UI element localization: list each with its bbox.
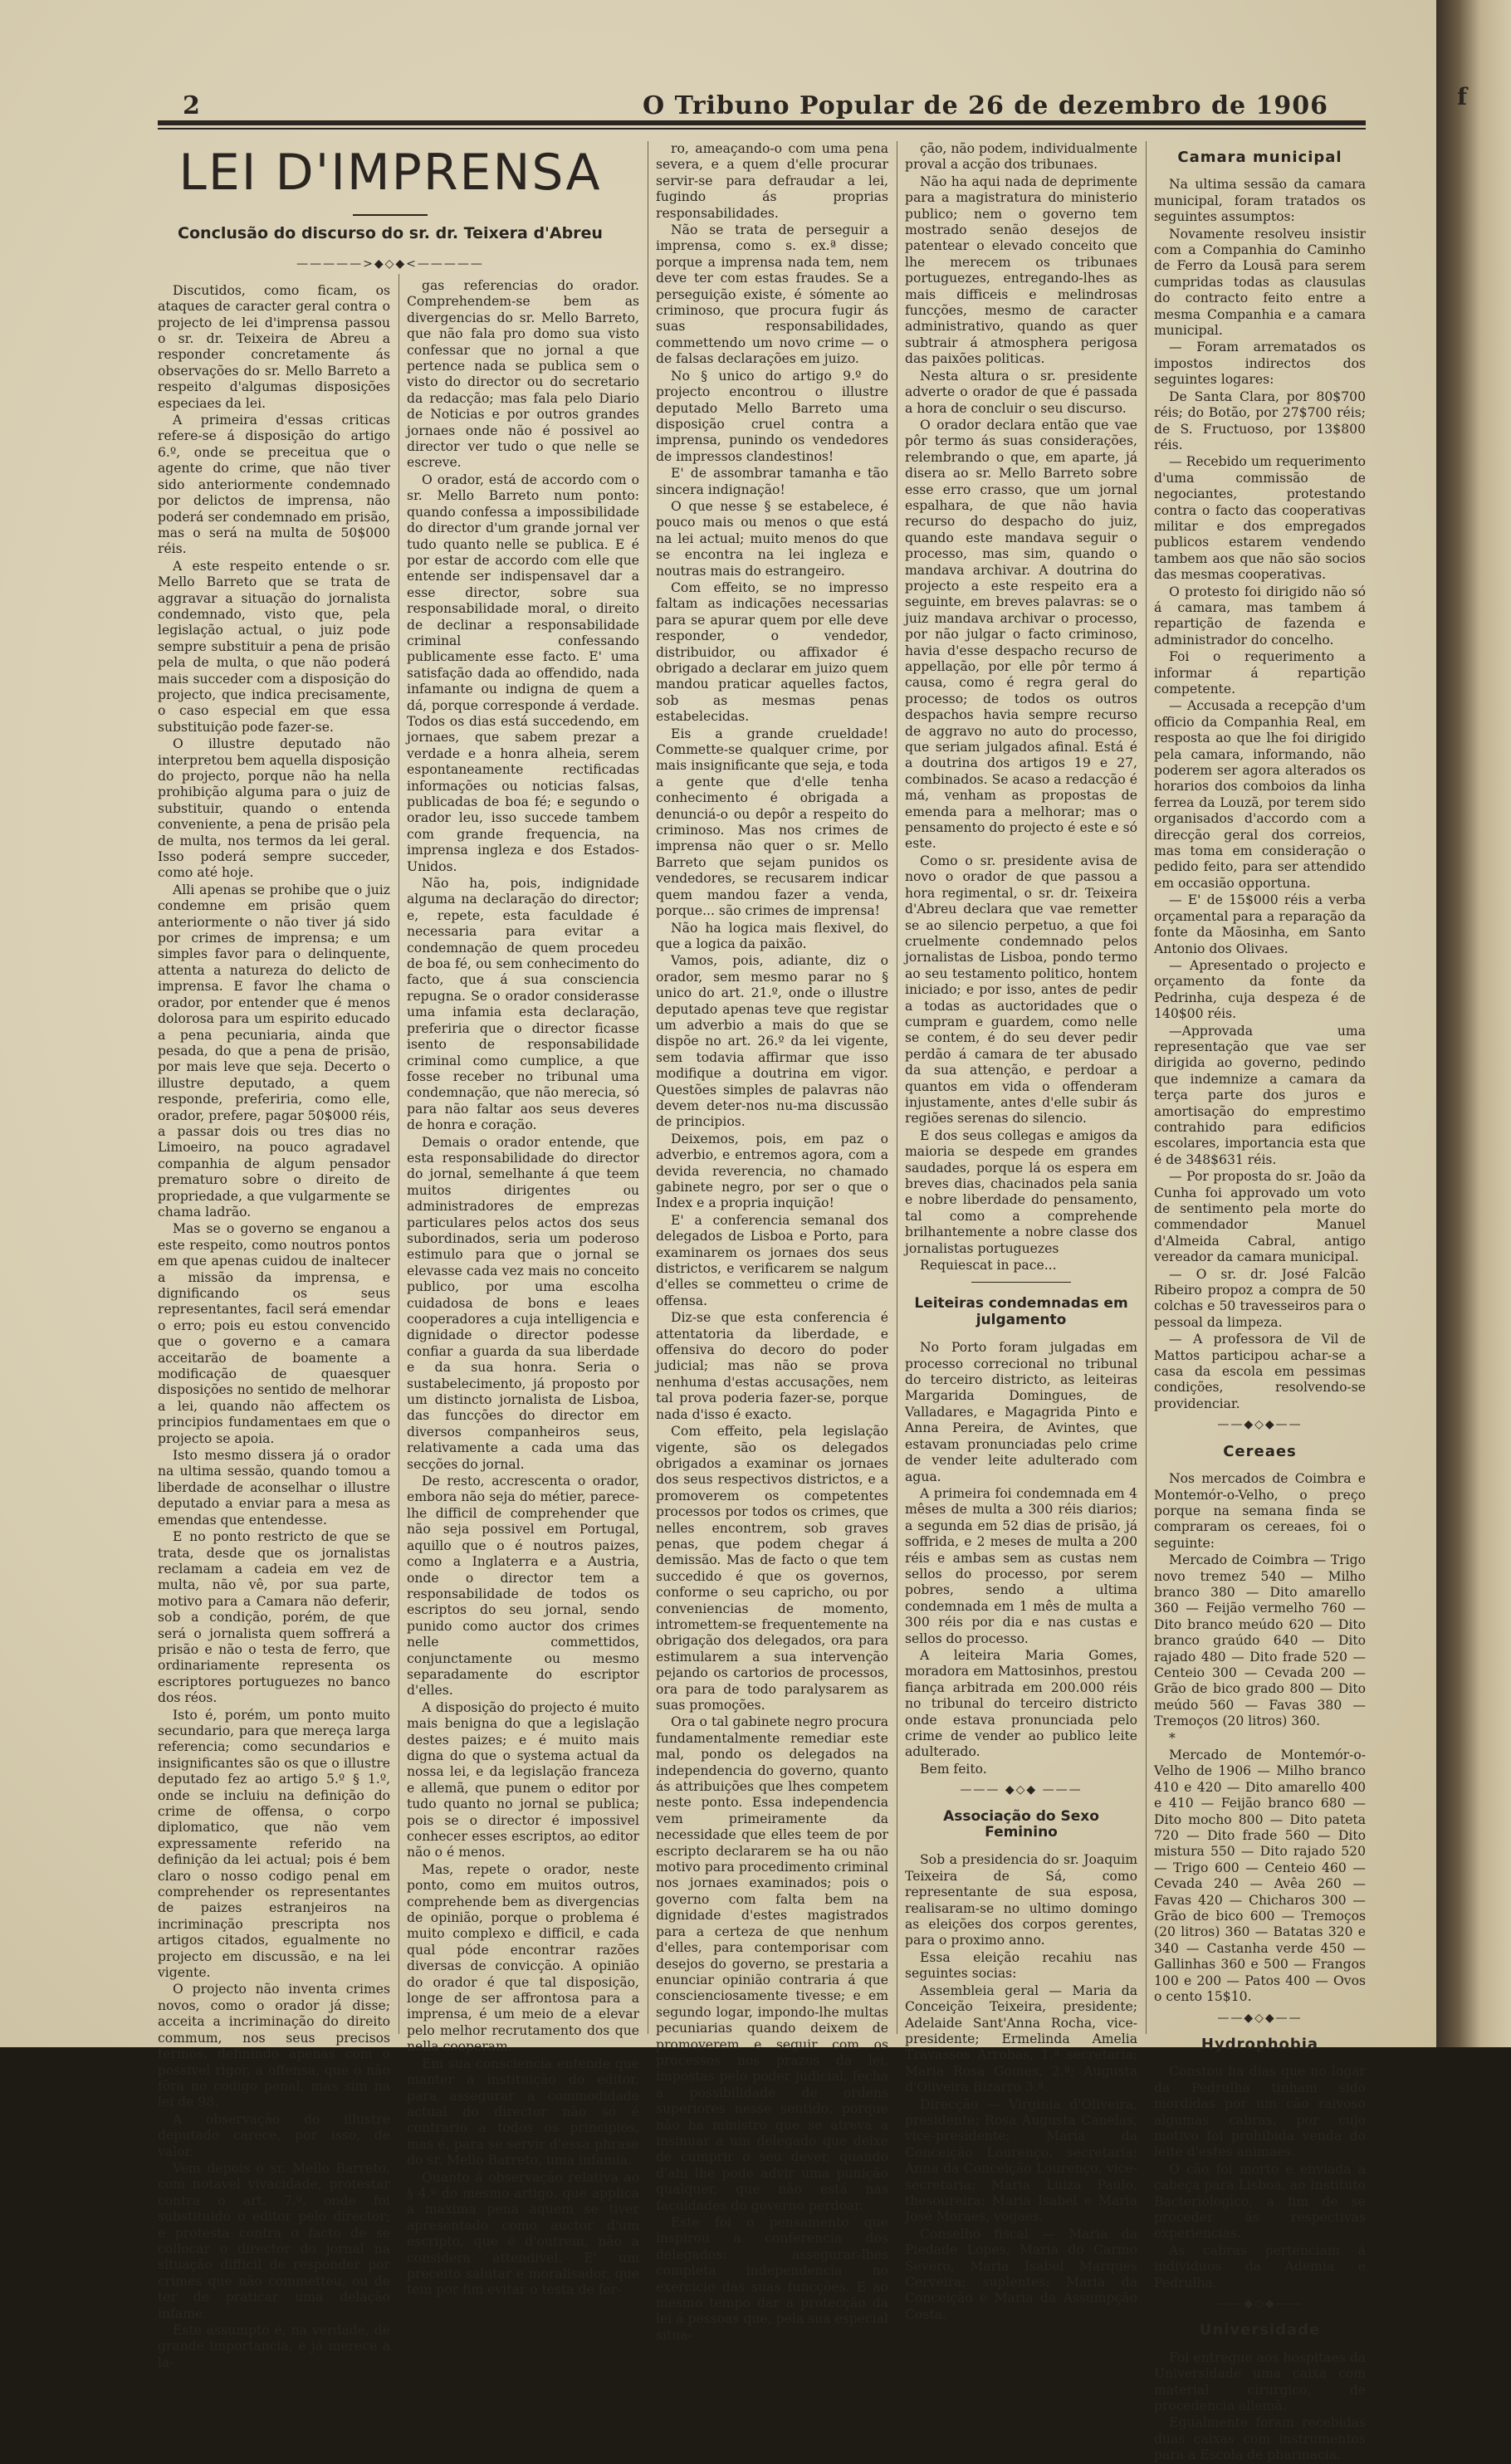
paragraph: Mas, repete o orador, neste ponto, como em muitos outros, comprehende bem as divergencias de opinião, porque o problema é muito complexo e difficil, e cada qual póde encontrar razões diversas de convicção. A opinião do orador é que tal disposição, longe de ser affrontosa para a imprensa, é um meio de a elevar pelo melhor recrutamento dos que nella cooperam. [407,1861,639,2055]
article2-body [905,1340,1137,1777]
running-title: O Tribuno Popular de 26 de dezembro de 1906 [643,91,1328,120]
paragraph: ro, ameaçando-o com uma pena severa, e a quem d'elle procurar servir-se para defraudar a lei, fugindo ás proprias responsabilidades. [656,141,888,221]
ornament-divider: —————>◆◇◆<————— [296,257,484,271]
paragraph: O cão foi morto e enviada a cabeça para Lisboa, ao Instituto Bacteriologico, a fim de se proceder ás respectivas experiencias. [1154,2161,1366,2242]
article1-col1-body [158,283,390,2371]
column-separator [1146,141,1147,2034]
paragraph: O que nesse § se estabelece, é pouco mais ou menos o que está na lei actual; muito menos do que se encontra na lei ingleza e noutras mais do estrangeiro. [656,498,888,579]
paragraph: Este assumpto é, na verdade, de grande importancia, e já merece a la- [158,2323,390,2370]
ornament-divider: ——◆◇◆—— [1217,1418,1303,1432]
column-3 [656,141,888,2343]
paragraph: — Accusada a recepção d'um officio da Companhia Real, em resposta ao que lhe foi dirigido pela camara, informando, não poderem ser agora alterados os horarios dos comboios da linha ferrea da Louzã, por terem sido organisados d'accordo com a direcção geral dos correios, mas toma em consideração o pedido feito, para ser attendido em occasião opportuna. [1154,698,1366,891]
paragraph: ção, não podem, individualmente proval a acção dos tribunaes. [905,141,1137,173]
ornament-divider: ——◆◇◆—— [1217,2011,1303,2025]
end-rule [971,1282,1071,1283]
article-title-leiteiras: Leiteiras condemnadas em julgamento [914,1295,1128,1328]
article4-body [1154,177,1366,1412]
paragraph: Novamente resolveu insistir com a Companhia do Caminho de Ferro da Lousã para serem cumpridas todas as clausulas do contracto feito entre a mesma Companhia e a camara municipal. [1154,226,1366,339]
paragraph: Nos mercados de Coimbra e Montemór-o-Velho, o preço porque na semana finda se compraram os cereaes, foi o seguinte: [1154,1471,1366,1551]
edge-glyph: f [1457,83,1468,110]
page-header [158,91,1362,121]
paragraph: Mercado de Montemór-o-Velho de 1906 — Milho branco 410 e 420 — Dito amarello 400 e 410 — Feijão branco 680 — Dito mocho 800 — Dito pateta 720 — Dito frade 560 — Dito mistura 550 — Dito rajado 520 — Trigo 600 — Centeio 460 — Cevada 240 — Avêa 260 — Favas 420 — Chicharos 300 — Grão de bico 600 — Tremoços (20 litros) 360 — Batatas 320 e 340 — Castanha verde 450 — Gallinhas 360 e 500 — Frangos 100 e 200 — Patos 400 — Ovos o cento 15$10. [1154,1748,1366,2005]
paragraph: Mercado de Coimbra — Trigo novo tremez 540 — Milho branco 380 — Dito amarello 360 — Feijão vermelho 760 — Dito branco meúdo 620 — Dito branco graúdo 640 — Dito rajado 480 — Dito frade 520 — Centeio 300 — Cevada 200 — Grão de bico grado 800 — Dito meúdo 560 — Favas 380 — Tremoços (20 litros) 360. [1154,1552,1366,1729]
paragraph: Não ha aqui nada de deprimente para a magistratura do ministerio publico; nem o governo tem mostrado senão desejos de patentear o elevado conceito que lhe merecem os tribunaes portuguezes, entregando-lhes as mais difficeis e melindrosas funcções, mesmo de caracter administrativo, quando as quer subtrair á atmosphera perigosa das paixões politicas. [905,174,1137,367]
article6-body [1154,2064,1366,2291]
paragraph: A primeira foi condemnada em 4 mêses de multa a 300 réis diarios; a segunda em 52 dias de prisão, já soffrida, e 2 meses de multa a 200 réis e ambas sem as custas nem sellos do processo, por serem pobres, sendo a ultima condemnada em 1 mês de multa a 300 réis por dia e nas custas e sellos do processo. [905,1485,1137,1646]
paragraph: E' a conferencia semanal dos delegados de Lisboa e Porto, para examinarem os jornaes dos seus districtos, e verificarem se nalgum d'elles se commetteu o crime de offensa. [656,1212,888,1308]
paragraph: As cabras pertenciam á individuos da Ademia e Pedrulha. [1154,2242,1366,2290]
paragraph: Ora o tal gabinete negro procura fundamentalmente remediar este mal, pondo os delegados na independencia do governo, quanto ás attribuições que lhes competem neste ponto. Essa independencia vem primeiramente da necessidade que elles teem de por escripto declararem se ha ou não motivo para procedimento criminal nos jornaes examinados; pois o governo com falta bem na dignidade d'estes magistrados para a certeza de que nenhum d'elles, para contemporisar com desejos do governo, se prestaria a enunciar opinião contraria á que conscienciosamente tivesse; e em segundo logar, impondo-lhe multas pecuniarias quando deixem de promoverem e seguir com os processos nos prazos da lei, impostas pelo poder judicial, fecha a possibilidade de ordens superiores nesse sentido, porque não ha ministro que se atreva a insinuar a um delegado que deixe de cumprir o seu dever, quando d'ahi lhe pode advir uma punição qualquer, que não está nas faculdades do governo perdoar. [656,1714,888,2213]
article1-col2-body [407,278,639,2299]
paragraph: Sob a presidencia do sr. Joaquim Teixeira de Sá, como representante de sua esposa, realisaram-se no ultimo domingo as eleições dos corpos gerentes, para o proximo anno. [905,1852,1137,1948]
paragraph: Como o sr. presidente avisa de novo o orador de que passou a hora regimental, o sr. dr. Teixeira d'Abreu declara que vae remetter se ao silencio perpetuo, a que foi cruelmente condemnado pelos jornalistas de Lisboa, pondo termo ao seu testamento politico, hontem iniciado; e por isso, antes de pedir a todas as auctoridades que o cumpram e guardem, como nelle se contem, é do seu dever pedir perdão á camara de ter abusado da sua attenção, e perdoar a quantos em vida o offenderam injustamente, antes d'elle subir ás regiões serenas do silencio. [905,853,1137,1127]
title-rule [353,214,428,216]
paragraph: Quanto á observação relativa ao § 4.º do mesmo artigo, que applica a maxima pena aquem se tiver apresentado como auctor d'um escripto, que é d'outrem, não a considera attendivel. E' um preceito salutar e moralisador, que tem por fim evitar o testa de fer- [407,2169,639,2298]
paragraph: * [1169,1730,1176,1746]
paragraph: Requiescat in pace... [920,1258,1057,1274]
paragraph: gas referencias do orador. Comprehendem-se bem as divergencias do sr. Mello Barreto, que não fala pro domo sua visto confessar que no jornal a que pertence nada se publica sem o visto do director ou do secretario da redacção; mas fala pelo Diario de Noticias e por outros grandes jornaes onde não é possivel ao director ver tudo o que nelle se escreve. [407,278,639,471]
article3-body [905,1852,1137,2323]
article5-body [1154,1471,1366,2005]
paragraph: O orador declara então que vae pôr termo ás suas considerações, relembrando o que, em aparte, já disera ao sr. Mello Barreto sobre esse erro crasso, que um jornal espalhara, de que não havia recurso do despacho do juiz, quando este mandava seguir o processo, mas sim, quando o mandava archivar. A doutrina do projecto a este respeito era a seguinte, em breves palavras: se o juiz mandava archivar o processo, por não julgar o facto criminoso, havia d'esse despacho recurso de appellação, por elle pôr termo á causa, como é regra geral do processo; de todos os outros despachos havia sempre recurso de aggravo no auto do processo, que seriam julgados afinal. Está é a doutrina dos artigos 19 e 27, combinados. Se acaso a redacção é má, venham as propostas de emenda para a melhorar; mas o pensamento do projecto é este e só este. [905,417,1137,852]
article-title-cereaes: Cereaes [1223,1442,1297,1460]
paragraph: Discutidos, como ficam, os ataques de caracter geral contra o projecto de lei d'imprensa passou o sr. dr. Teixeira de Abreu a responder concretamente ás observações do sr. Mello Barreto a respeito d'algumas disposições especiaes da lei. [158,282,390,411]
paragraph: Isto mesmo dissera já o orador na ultima sessão, quando tomou a liberdade de aconselhar o illustre deputado a enviar para a mesa as emendas que entendesse. [158,1448,390,1528]
paragraph: Com effeito, pela legislação vigente, são os delegados obrigados a examinar os jornaes dos seus respectivos districtos, e a promoverem os competentes processos por todos os crimes, que nelles encontrem, sob graves penas, que podem chegar á demissão. Mas de facto o que tem succedido é que os governos, conforme o seu capricho, ou por conveniencias de momento, intromettem-se frequentemente na obrigação dos delegados, ora para estimularem a sua intervenção pejando os cartorios de processos, ora para de todo paralysarem as suas promoções. [656,1424,888,1713]
paragraph: No § unico do artigo 9.º do projecto encontrou o illustre deputado Mello Barreto uma disposição cruel contra a imprensa, punindo os vendedores de impressos clandestinos! [656,368,888,464]
paragraph: Não se trata de perseguir a imprensa, como s. ex.ª disse; porque a imprensa nada tem, nem deve ter com estas fraudes. Se a perseguição existe, é sómente ao criminoso, que procura fugir ás suas responsabilidades, commettendo um novo crime — o de falsas declarações em juizo. [656,222,888,367]
paragraph: Conselho fiscal — Maria da Piedade Lopes, Maria do Carmo Severo, Maria Isabel Marques Cerveira; suplentes: Maria da Conceição e Maria da Assumpção Costa. [905,2226,1137,2322]
paragraph: Foi o requerimento a informar á repartição competente. [1154,649,1366,697]
paragraph: Eis a grande crueldade! Commette-se qualquer crime, por mais insignificante que seja, e toda a gente que d'elle tenha conhecimento é obrigada a denunciá-o ou depôr a respeito do criminoso. Mas nos crimes de imprensa não quer o sr. Mello Barreto que sejam punidos os vendedores, se recusarem indicar quem mandou fazer a venda, porque... são crimes de imprensa! [656,726,888,919]
paragraph: Demais o orador entende, que esta responsabilidade do director do jornal, semelhante á que teem muitos dirigentes ou administradores de emprezas particulares pelos actos dos seus subordinados, seria um poderoso estimulo para que o jornal se elevasse cada vez mais no conceito publico, por uma escolha cuidadosa de bons e leaes cooperadores a cuja intelligencia e dignidade o director podesse confiar a guarda da sua liberdade e da sua honra. Seria o sustabelecimento, já proposto por um distincto jornalista de Lisboa, das funcções do director em diversos companheiros seus, relativamente a cada uma das secções do jornal. [407,1134,639,1472]
paragraph: Deixemos, pois, em paz o adverbio, e entremos agora, com a devida reverencia, no chamado gabinete negro, por ser o que o Index e a propria inquição! [656,1131,888,1211]
paragraph: O projecto não inventa crimes novos, como o orador já disse; acceita a incriminação do direito commum, nos seus precisos termos, definindo apenas com o possivel rigor, a offensa, que o não fôra no codigo penal, mas sim na lei de 98. [158,1982,390,2110]
paragraph: No Porto foram julgadas em processo correcional no tribunal do terceiro districto, as leiteiras Margarida Domingues, de Valladares, e Magagrida Pinto e Anna Pereira, de Avintes, que estavam pronunciadas pelo crime de vender leite adulterado com agua. [905,1340,1137,1484]
paragraph: Bem feito. [920,1761,987,1777]
paragraph: Mas se o governo se enganou a este respeito, como noutros pontos em que apenas cuidou de inaltecer a missão da imprensa, e dignificando os seus representantes, facil será emendar o erro; pois eu estou convencido que o governo e a camara acceitarão de boamente a modificação de quaesquer disposições no sentido de melhorar a lei, quando não affectem os principios fundamentaes em que o projecto se apoia. [158,1221,390,1446]
paragraph: — Por proposta do sr. João da Cunha foi approvado um voto de sentimento pela morte do commendador Manuel d'Almeida Cabral, antigo vereador da camara municipal. [1154,1169,1366,1265]
next-page-edge [1436,0,1511,2047]
paragraph: —Approvada uma representação que vae ser dirigida ao governo, pedindo que indemnize a camara da terça parte dos juros e amortisação do emprestimo contrahido para edificios escolares, importancia esta que é de 348$631 réis. [1154,1023,1366,1167]
paragraph: Com effeito, se no impresso faltam as indicações necessarias para se apurar quem por elle deve responder, o vendedor, distribuidor, ou affixador é obrigado a declarar em juizo quem mandou praticar aquelles factos, sob as mesmas penas estabelecidas. [656,579,888,725]
paragraph: O illustre deputado não interpretou bem aquella disposição do projecto, porque não ha nella prohibição alguma para o juiz de substituir, quando o entenda conveniente, a pena de prisão pela de multa, nos termos da lei geral. Isso poderá sempre succeder, como até hoje. [158,736,390,881]
article-title-hydrophobia: Hydrophobia [1200,2035,1319,2053]
ornament-divider: ——— ◆◇◆ ——— [960,1783,1083,1797]
paragraph: De resto, accrescenta o orador, embora não seja do métier, parece-lhe difficil de comprehender que não seja possivel em Portugal, aquillo que o é noutros paizes, como a Inglaterra e a Austria, onde o director tem a responsabilidade de todos os escriptos do seu jornal, sendo punido como auctor dos crimes nelle commettidos, conjunctamente ou mesmo separadamente do escriptor d'elles. [407,1474,639,1699]
article7-body [1154,2350,1366,2464]
paragraph: Este foi o pensamento que inspirou a conferencia dos delegados: assegurar-lhes completa independencia no exercicio das suas funcções. E ao mesmo tempo dar a protecção da lei á pessoas que, pela sua especial situa- [656,2215,888,2343]
paragraph: E dos seus collegas e amigos da maioria se despede em grandes saudades, porque lá os espera em breves dias, chacinados pela sania e nobre liberdade do pensamento, tal como a comprehende brilhantemente a nobre classe dos jornalistas portuguezes [905,1127,1137,1256]
paragraph: O orador, está de accordo com o sr. Mello Barreto num ponto: quando confessa a impossibilidade do director d'um grande jornal ver tudo quanto nelle se publica. E é por estar de accordo com elle que entende ser indispensavel dar a esse director, sobre sua responsabilidade moral, o direito de declinar a responsabilidade criminal confessando publicamente esse facto. E' uma satisfação dada ao offendido, nada infamante ou indigna de quem a dá, porque corresponde á verdade. Todos os dias está succedendo, em jornaes, que sabem prezar a verdade e a honra alheia, serem espontaneamente rectificadas informações ou noticias falsas, publicadas de boa fé; e segundo o orador leu, isso succede tambem com grande frequencia, na imprensa ingleza e dos Estados-Unidos. [407,472,639,874]
paragraph: A leiteira Maria Gomes, moradora em Mattosinhos, prestou fiança arbitrada em 200.000 réis no tribunal do terceiro districto onde estava pronunciada pelo crime de vender ao publico leite adulterado. [905,1647,1137,1760]
paragraph: A primeira d'essas criticas refere-se á disposição do artigo 6.º, onde se preceitua que o agente do crime, que não tiver sido anteriormente condemnado por delictos de imprensa, não poderá ser condemnado em prisão, mas o será na multa de 50$000 réis. [158,413,390,557]
paragraph: Não ha, pois, indignidade alguma na declaração do director; e, repete, esta faculdade é necessaria para evitar a condemnação de quem procedeu de boa fé, ou sem conhecimento do facto, que á sua consciencia repugna. Se o orador considerasse uma infamia esta declaração, preferiria que o director ficasse isento de responsabilidade criminal como cumplice, a que fosse receber no tribunal uma condemnação, que não merecia, só para não faltar aos seus deveres de honra e coração. [407,876,639,1133]
paragraph: — E' de 15$000 réis a verba orçamental para a reparação da fonte da Mãosinha, em Santo Antonio dos Olivaes. [1154,892,1366,956]
paragraph: Essa eleição recahiu nas seguintes socias: [905,1949,1137,1982]
paragraph: Alli apenas se prohibe que o juiz condemne em prisão quem anteriormente o não tiver já sido por crimes de imprensa; e um simples favor para o delinquente, attenta a natureza do delicto de imprensa. E favor lhe chama o orador, por entender que é menos dolorosa para um espirito educado a pena pecuniaria, ainda que pesada, do que a pena de prisão, por mais leve que seja. Decerto o illustre deputado, a quem responde, preferiria, como elle, orador, prefere, pagar 50$000 réis, a passar dois ou tres dias no Limoeiro, na pouco agradavel companhia de algum pensador prematuro sobre o direito de propriedade, a que vulgarmente se chama ladrão. [158,882,390,1220]
article-title-camara: Camara municipal [1177,149,1342,166]
paragraph: — A professora de Vil de Mattos participou achar-se a casa da escola em pessimas condições, resolvendo-se providenciar. [1154,1332,1366,1411]
column-5 [1154,141,1366,2463]
paragraph: A este respeito entende o sr. Mello Barreto que se trata de aggravar a situação do jornalista condemnado, visto que, pela legislação actual, o juiz pode sempre substituir a pena de prisão pela de multa, o que não poderá mais succeder com a disposição do projecto, que indica precisamente, o caso especial em que essa substituição pode fazer-se. [158,558,390,735]
paragraph: — Foram arrematados os impostos indirectos dos seguintes logares: [1154,340,1366,388]
paragraph: Egualmente foram recebidas duas caixas com instrumentos para a Escola de pharmacia. [1154,2415,1366,2463]
article-title-lei-imprensa: LEI D'IMPRENSA [178,144,602,202]
column-2 [407,278,639,2298]
paragraph: E' de assombrar tamanha e tão sincera indignação! [656,466,888,497]
paragraph: Assembleia geral — Maria da Conceição Teixeira, presidente; Adelaide Sant'Anna Rocha, vice-presidente; Ermelinda Amelia Travassos Arrobas, 1.ª secretaria; Maria Rosa Gomes, 2.ª; Augusta d'Oliveira Bizarro 3.ª. [905,1982,1137,2095]
article1-col3-body [656,141,888,2344]
paragraph: Na ultima sessão da camara municipal, foram tratados os seguintes assumptos: [1154,177,1366,225]
header-rule-thin [158,128,1366,130]
page-number: 2 [183,91,200,120]
paragraph: Foi entregue aos hospitaes da Universidade uma caixa com material cirurgico, de procedencia allemã. [1154,2349,1366,2414]
column-4 [905,141,1137,2322]
paragraph: Vamos, pois, adiante, diz o orador, sem mesmo parar no § unico do art. 21.º, onde o illustre deputado apenas teve que registar um adverbio a mais do que se dispõe no art. 26.º da lei vigente, sem todavia affirmar que isso modifique a doutrina em vigor. Questões simples de palavras não devem deter-nos nu-ma discussão de principios. [656,953,888,1130]
paragraph: O protesto foi dirigido não só á camara, mas tambem á repartição de fazenda e administrador do concelho. [1154,584,1366,648]
paragraph: — O sr. dr. José Falcão Ribeiro propoz a compra de 50 colchas e 50 travesseiros para o pessoal da limpeza. [1154,1266,1366,1330]
article-subtitle: Conclusão do discurso do sr. dr. Teixera d'Abreu [178,224,603,242]
paragraph: Constou ha dias que no logar da Pedrulha tinham sido mordidas por um cão raivoso algumas cabras, por cujo motivo foi prohibida venda do leite d'estes animaes. [1154,2064,1366,2160]
paragraph: A observação do illustre deputado carece, por isso, de valor. [158,2111,390,2159]
article-title-universidade: Universidade [1199,2321,1321,2339]
paragraph: — Recebido um requerimento d'uma commissão de negociantes, protestando contra o facto das cooperativas militar e dos empregados publicos estarem vendendo tambem aos que não são socios das mesmas cooperativas. [1154,454,1366,583]
paragraph: Diz-se que esta conferencia é attentatoria da liberdade, e offensiva do decoro do poder judicial; mas não se prova nenhuma d'estas accusações, nem tal prova poderia fazer-se, porque nada d'isso é exacto. [656,1310,888,1422]
paragraph: Nesta altura o sr. presidente adverte o orador de que é passada a hora de concluir o seu discurso. [905,368,1137,416]
paragraph: De Santa Clara, por 80$700 réis; do Botão, por 27$700 réis; de S. Fructuoso, por 13$800 réis. [1154,389,1366,452]
paragraph: A disposição do projecto é muito mais benigna do que a legislação destes paizes; e é muito mais digna do que o systema actual da nossa lei, e da legislação franceza e allemã, que punem o editor por tudo quanto no jornal se publica; pois se o director é impossivel conhecer esses escriptos, ao editor não o é menos. [407,1699,639,1860]
header-rule [158,120,1366,125]
paragraph: E no ponto restricto de que se trata, desde que os jornalistas reclamam a cadeia em vez de multa, não vê, por sua parte, motivo para a Camara não deferir, sob a condição, porém, de que será o jornalista quem soffrerá a prisão e não o testa de ferro, que ordinariamente representa os escriptores portuguezes no banco dos réos. [158,1529,390,1706]
paragraph: Em sua consciencia entende que manter a instituição do editor, para assegurar a commodidade actual do director não só é contrario a todos os principios, mas é, para se servir d'essa phrase do sr. Mello Barreto, uma infamia. [407,2056,639,2168]
paragraph: Direcção — Virginia d'Oliveira, presidente; Rosa Augusta Canelas, vice-presidente; Maria da Conceição Lourenço, secretaria; Anna da Conceição Lourenço, vice-secretaria; Maria Luiza Paulo, thesoureira; Maria Isabel e Maria José Moraes, vogaes. [905,2096,1137,2225]
paragraph: — Apresentado o projecto e orçamento da fonte da Pedrinha, cuja despeza é de 140$00 réis. [1154,957,1366,1022]
ornament-divider: ——◆◇◆—— [1217,2297,1303,2310]
paragraph: Vem depois o sr. Mello Barreto, com notavel vivacidade, protestar contra o art. 7.º, onde foi substituido o editor pelo director; e protesta contra o facto de se collocar o director do jornal na situação difficil de responder por crimes que não commetteu, ou de ter de praticar uma delação infame. [158,2160,390,2321]
paragraph: Isto é, porém, um ponto muito secundario, para que mereça larga referencia; como secundarios e insignificantes são os que o illustre deputado fez ao artigo 5.º § 1.º, onde se incluiu na definição do crime de offensa, o corpo diplomatico, que não vem expressamente referido na definição da lei actual; pois é bem claro o nosso codigo penal em comprehender os representantes de paizes estranjeiros na incriminação prescripta nos artigos citados, egualmente no projecto em discussão, e na lei vigente. [158,1707,390,1981]
article1-col4-body [905,141,1137,1274]
paragraph: Não ha logica mais flexivel, do que a logica da paixão. [656,920,888,951]
article-title-associacao: Associação do Sexo Feminino [943,1807,1099,1841]
